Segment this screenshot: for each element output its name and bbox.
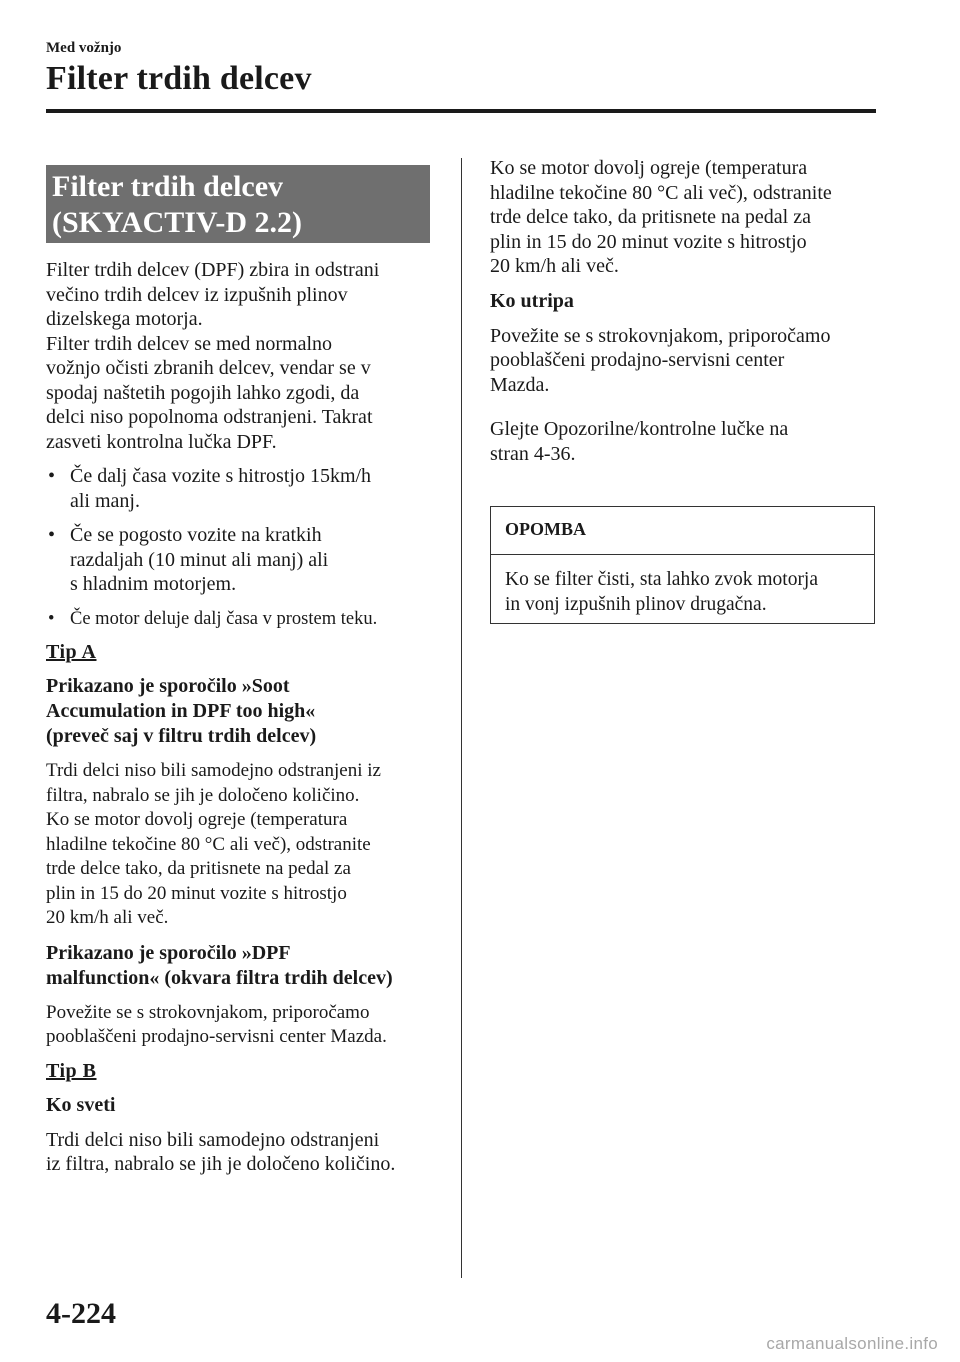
section-label: Med vožnjo <box>46 40 122 56</box>
body-line: filtra, nabralo se jih je določeno količino. <box>46 784 360 806</box>
tip-a-heading-malfunction <box>46 941 446 991</box>
body-line: hladilne tekočine 80 °C ali več), odstranite <box>46 833 371 855</box>
tip-a-soot-text <box>46 759 446 931</box>
continued-text <box>490 156 880 279</box>
tip-a-heading-soot <box>46 674 446 749</box>
bullet-icon: • <box>48 608 55 629</box>
body-line: plin in 15 do 20 minut vozite s hitrostjo <box>490 230 807 253</box>
section-title-line-1: Filter trdih delcev <box>52 170 284 203</box>
note-divider <box>491 554 874 555</box>
right-column <box>490 156 880 476</box>
intro-paragraph <box>46 258 446 454</box>
body-line: Mazda. <box>490 373 550 396</box>
reference-text <box>490 417 880 466</box>
condition-list <box>46 464 446 631</box>
heading-line: Accumulation in DPF too high« <box>46 700 316 722</box>
section-title-line-2: (SKYACTIV-D 2.2) <box>52 206 303 239</box>
intro-line: zasveti kontrolna lučka DPF. <box>46 430 277 453</box>
intro-line: večino trdih delcev iz izpušnih plinov <box>46 283 348 306</box>
tip-b-text <box>46 1128 446 1177</box>
intro-line: vožnjo očisti zbranih delcev, vendar se v <box>46 357 371 379</box>
section-title-box <box>46 165 430 243</box>
heading-line: Prikazano je sporočilo »Soot <box>46 675 290 697</box>
tip-b-heading: Ko sveti <box>46 1093 116 1116</box>
body-line: Trdi delci niso bili samodejno odstranjeni iz <box>46 760 381 781</box>
list-item <box>46 523 446 597</box>
title-rule <box>46 109 876 113</box>
list-item-line: Če dalj časa vozite s hitrostjo 15km/h <box>70 465 372 487</box>
page-number: 4-224 <box>46 1297 116 1330</box>
body-line: Povežite se s strokovnjakom, priporočamo <box>490 324 831 347</box>
intro-line: delci niso popolnoma odstranjeni. Takrat <box>46 406 373 428</box>
body-line: hladilne tekočine 80 °C ali več), odstranite <box>490 181 832 204</box>
body-line: iz filtra, nabralo se jih je določeno količino. <box>46 1153 396 1175</box>
body-line: Glejte Opozorilne/kontrolne lučke na <box>490 418 789 440</box>
body-line: 20 km/h ali več. <box>46 907 169 928</box>
body-line: Povežite se s strokovnjakom, priporočamo <box>46 1001 370 1023</box>
list-item-line: Če motor deluje dalj časa v prostem teku. <box>70 608 378 629</box>
body-line: Ko se motor dovolj ogreje (temperatura <box>46 809 348 830</box>
body-line: Ko se motor dovolj ogreje (temperatura <box>490 157 808 179</box>
bullet-icon: • <box>48 465 56 487</box>
body-line: plin in 15 do 20 minut vozite s hitrostjo <box>46 882 347 904</box>
body-line: pooblaščeni prodajno-servisni center Mazda. <box>46 1026 387 1047</box>
heading-line: (preveč saj v filtru trdih delcev) <box>46 725 317 747</box>
note-box <box>490 506 875 624</box>
body-line: Trdi delci niso bili samodejno odstranjeni <box>46 1128 380 1151</box>
tip-a-malfunction-text <box>46 1001 446 1050</box>
body-line: trde delce tako, da pritisnete na pedal za <box>46 858 351 879</box>
column-divider <box>461 158 462 1278</box>
page-title: Filter trdih delcev <box>46 60 312 97</box>
watermark: carmanualsonline.info <box>766 1334 938 1353</box>
list-item <box>46 607 446 632</box>
note-title: OPOMBA <box>505 519 586 539</box>
body-line: pooblaščeni prodajno-servisni center <box>490 349 785 371</box>
list-item <box>46 464 446 513</box>
intro-line: spodaj naštetih pogojih lahko zgodi, da <box>46 381 360 404</box>
blinking-text <box>490 324 880 398</box>
intro-line: dizelskega motorja. <box>46 308 203 330</box>
heading-line: malfunction« (okvara filtra trdih delcev) <box>46 966 393 989</box>
blinking-heading: Ko utripa <box>490 289 574 312</box>
list-item-line: s hladnim motorjem. <box>70 573 237 595</box>
tip-b-label: Tip B <box>46 1059 97 1082</box>
list-item-line: ali manj. <box>70 489 140 512</box>
body-line: 20 km/h ali več. <box>490 255 619 277</box>
note-line: Ko se filter čisti, sta lahko zvok motorja <box>505 569 819 590</box>
heading-line: Prikazano je sporočilo »DPF <box>46 941 291 964</box>
body-line: trde delce tako, da pritisnete na pedal za <box>490 206 811 228</box>
list-item-line: razdaljah (10 minut ali manj) ali <box>70 548 329 571</box>
bullet-icon: • <box>48 524 56 546</box>
intro-line: Filter trdih delcev se med normalno <box>46 332 333 355</box>
tip-a-label: Tip A <box>46 641 97 663</box>
intro-line: Filter trdih delcev (DPF) zbira in odstrani <box>46 259 380 281</box>
note-text <box>505 567 818 617</box>
list-item-line: Če se pogosto vozite na kratkih <box>70 524 322 546</box>
left-column <box>46 258 446 1187</box>
note-line: in vonj izpušnih plinov drugačna. <box>505 594 767 615</box>
body-line: stran 4-36. <box>490 442 576 465</box>
